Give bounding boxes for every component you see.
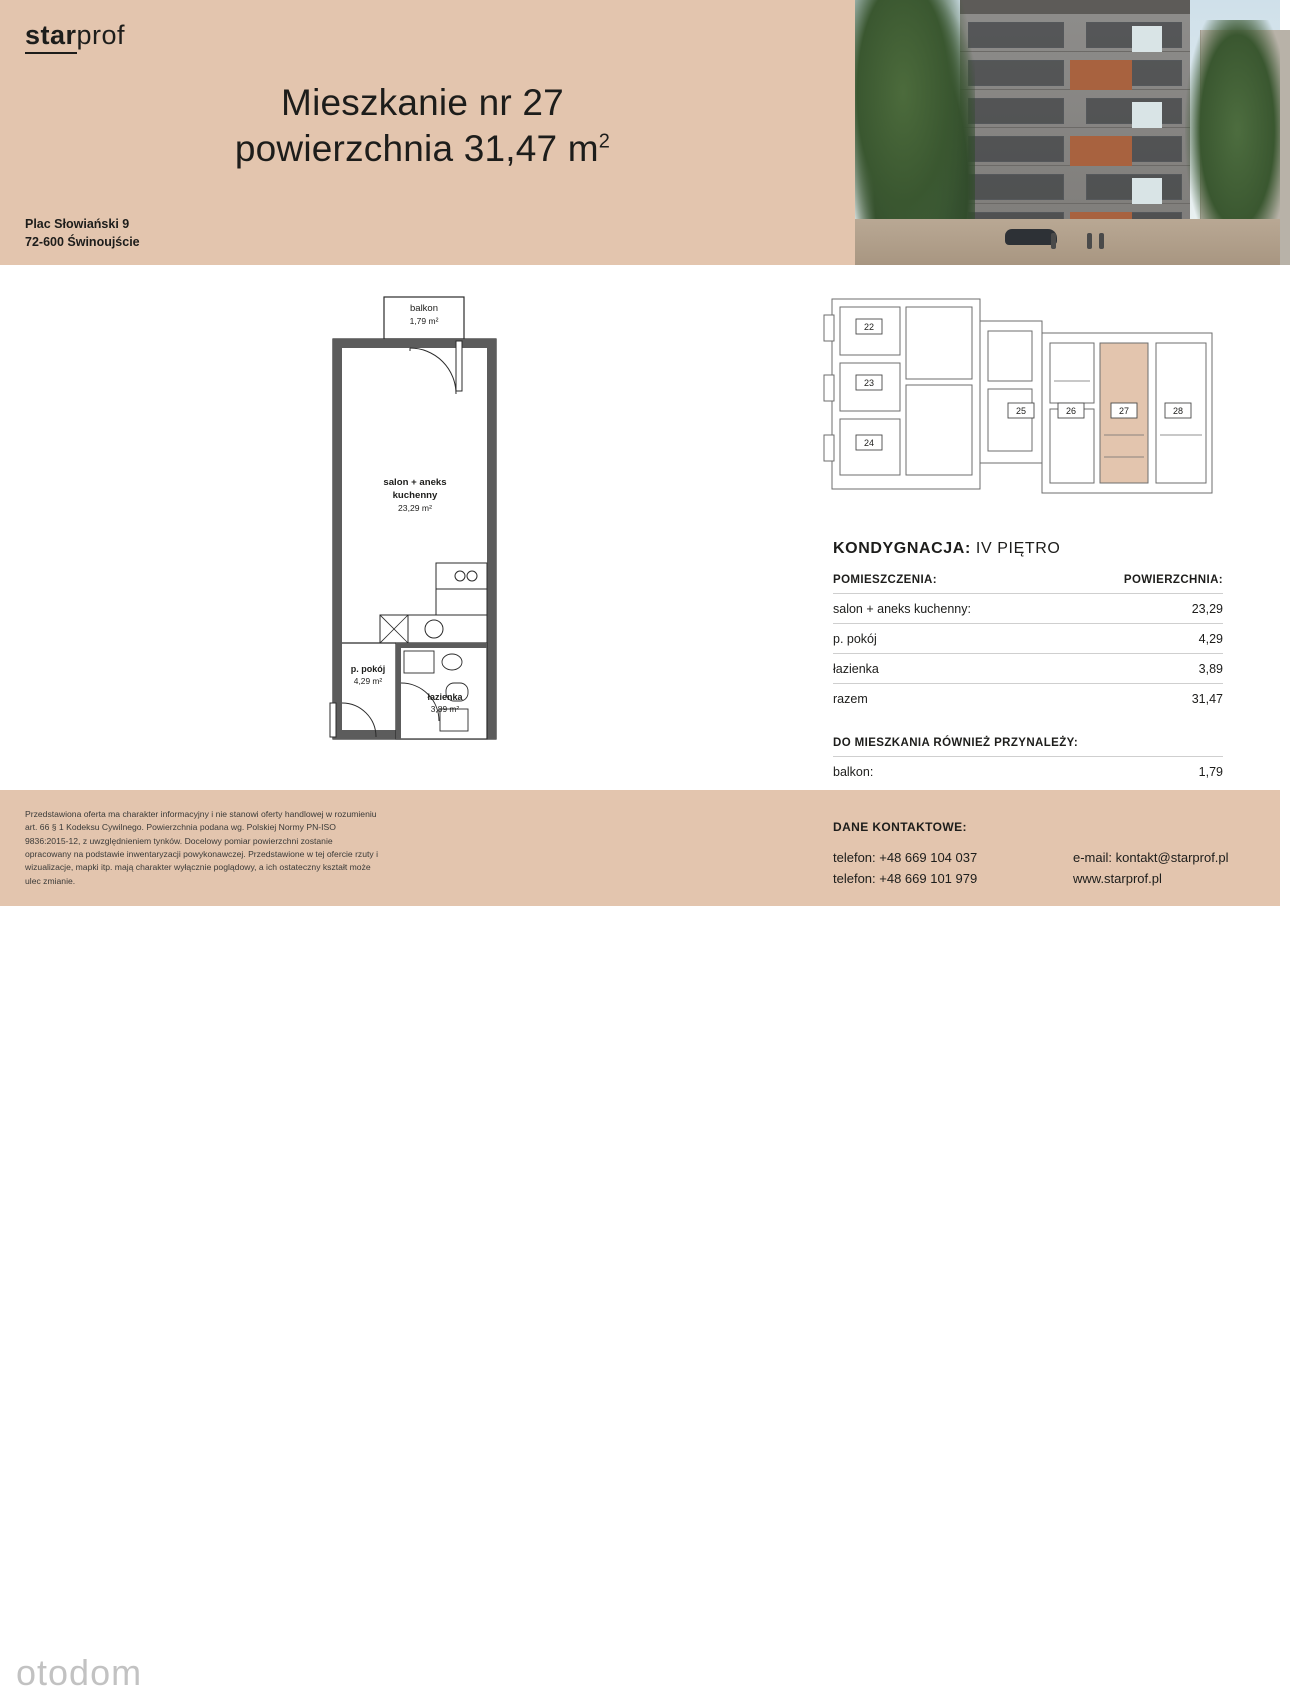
title-superscript: 2 — [598, 130, 611, 153]
title-line-2 — [0, 126, 845, 172]
parked-car — [1005, 229, 1057, 245]
keyplan-unit-27: 27 — [1118, 406, 1130, 416]
extras-row — [833, 756, 1223, 786]
bathroom-area: 3,89 m² — [430, 704, 460, 714]
total-area: 31,47 — [1191, 692, 1223, 706]
person-figure — [1087, 233, 1092, 249]
keyplan-unit-28: 28 — [1172, 406, 1184, 416]
keyplan-unit-25: 25 — [1015, 406, 1027, 416]
room-name: salon + aneks kuchenny: — [833, 602, 971, 616]
table-header-row — [833, 574, 1223, 593]
person-figure — [1051, 233, 1056, 249]
page-footer — [0, 790, 1280, 1693]
room-area: 4,29 — [1198, 632, 1223, 646]
address-line-1: Plac Słowiański 9 — [25, 217, 130, 231]
floor-value: IV PIĘTRO — [975, 540, 1061, 557]
building-roofline — [960, 0, 1190, 14]
table-row — [833, 593, 1223, 623]
contact-block — [833, 820, 1253, 890]
area-table — [833, 540, 1223, 786]
keyplan-unit-23: 23 — [863, 378, 875, 388]
apartment-floorplan — [300, 285, 580, 755]
room-area: 23,29 — [1191, 602, 1223, 616]
main-content — [0, 265, 1280, 790]
total-name: razem — [833, 692, 868, 706]
extras-area: 1,79 — [1198, 765, 1223, 779]
logo-normal-part: prof — [76, 20, 126, 50]
legal-disclaimer: Przedstawiona oferta ma charakter informacyjny i nie stanowi oferty handlowej w rozumieniu art. 66 § 1 Kodeksu Cywilnego. Powierzchnia podana wg. Polskiej Normy PN-ISO 9836:2015-12, z uwzględnieniem tynków. Docelowy pomiar powierzchni zostanie opracowany na podstawie inwentaryzacji powykonawczej. Przedstawione w tej ofercie rzuty i wizualizacje, mapki itp. mają charakter wyłącznie poglądowy, a ich ostateczny kształt może ulec zmianie. — [25, 809, 378, 886]
keyplan-unit-22: 22 — [863, 322, 875, 332]
title-line-1: Mieszkanie nr 27 — [281, 82, 564, 123]
title-line-2-text: powierzchnia 31,47 m — [234, 128, 599, 170]
table-col-area: POWIERZCHNIA: — [1123, 574, 1223, 586]
person-figure — [1099, 233, 1104, 249]
table-row — [833, 653, 1223, 683]
table-row-total — [833, 683, 1223, 713]
keyplan-unit-26: 26 — [1065, 406, 1077, 416]
brand-logo — [25, 20, 125, 51]
extras-name: balkon: — [833, 765, 874, 779]
balcony-label: balkon — [410, 303, 438, 314]
keyplan-unit-24: 24 — [863, 438, 875, 448]
contact-header: DANE KONTAKTOWE: — [833, 820, 967, 834]
ground-plane — [855, 219, 1280, 265]
floor-keyplan — [820, 285, 1220, 510]
contact-email[interactable]: e-mail: kontakt@starprof.pl — [1073, 850, 1229, 865]
room-name: p. pokój — [833, 632, 877, 646]
extras-header: DO MIESZKANIA RÓWNIEŻ PRZYNALEŻY: — [833, 737, 1079, 749]
floor-label: KONDYGNACJA: — [833, 540, 971, 557]
room-area: 3,89 — [1198, 662, 1223, 676]
living-room-label-2: kuchenny — [392, 490, 438, 501]
page-title — [0, 80, 845, 173]
bathroom-label: łazienka — [427, 692, 463, 702]
page-header — [0, 0, 1280, 265]
floor-info — [833, 540, 1223, 558]
logo-bold-part: star — [25, 20, 77, 54]
contact-website[interactable]: www.starprof.pl — [1073, 870, 1162, 886]
living-room-area: 23,29 m² — [398, 503, 432, 513]
building-photo — [855, 0, 1280, 265]
investment-address — [25, 215, 140, 251]
balcony-area: 1,79 m² — [409, 316, 439, 326]
contact-phone-2[interactable]: telefon: +48 669 101 979 — [833, 870, 978, 886]
table-col-rooms: POMIESZCZENIA: — [833, 574, 937, 586]
living-room-label-1: salon + aneks — [383, 477, 447, 488]
table-row — [833, 623, 1223, 653]
address-line-2: 72-600 Świnoujście — [25, 235, 140, 250]
room-name: łazienka — [833, 662, 879, 676]
contact-phone-1[interactable]: telefon: +48 669 104 037 — [833, 850, 978, 865]
hall-area: 4,29 m² — [353, 676, 383, 686]
portal-watermark: otodom — [16, 1652, 143, 1693]
hall-label: p. pokój — [350, 664, 386, 674]
